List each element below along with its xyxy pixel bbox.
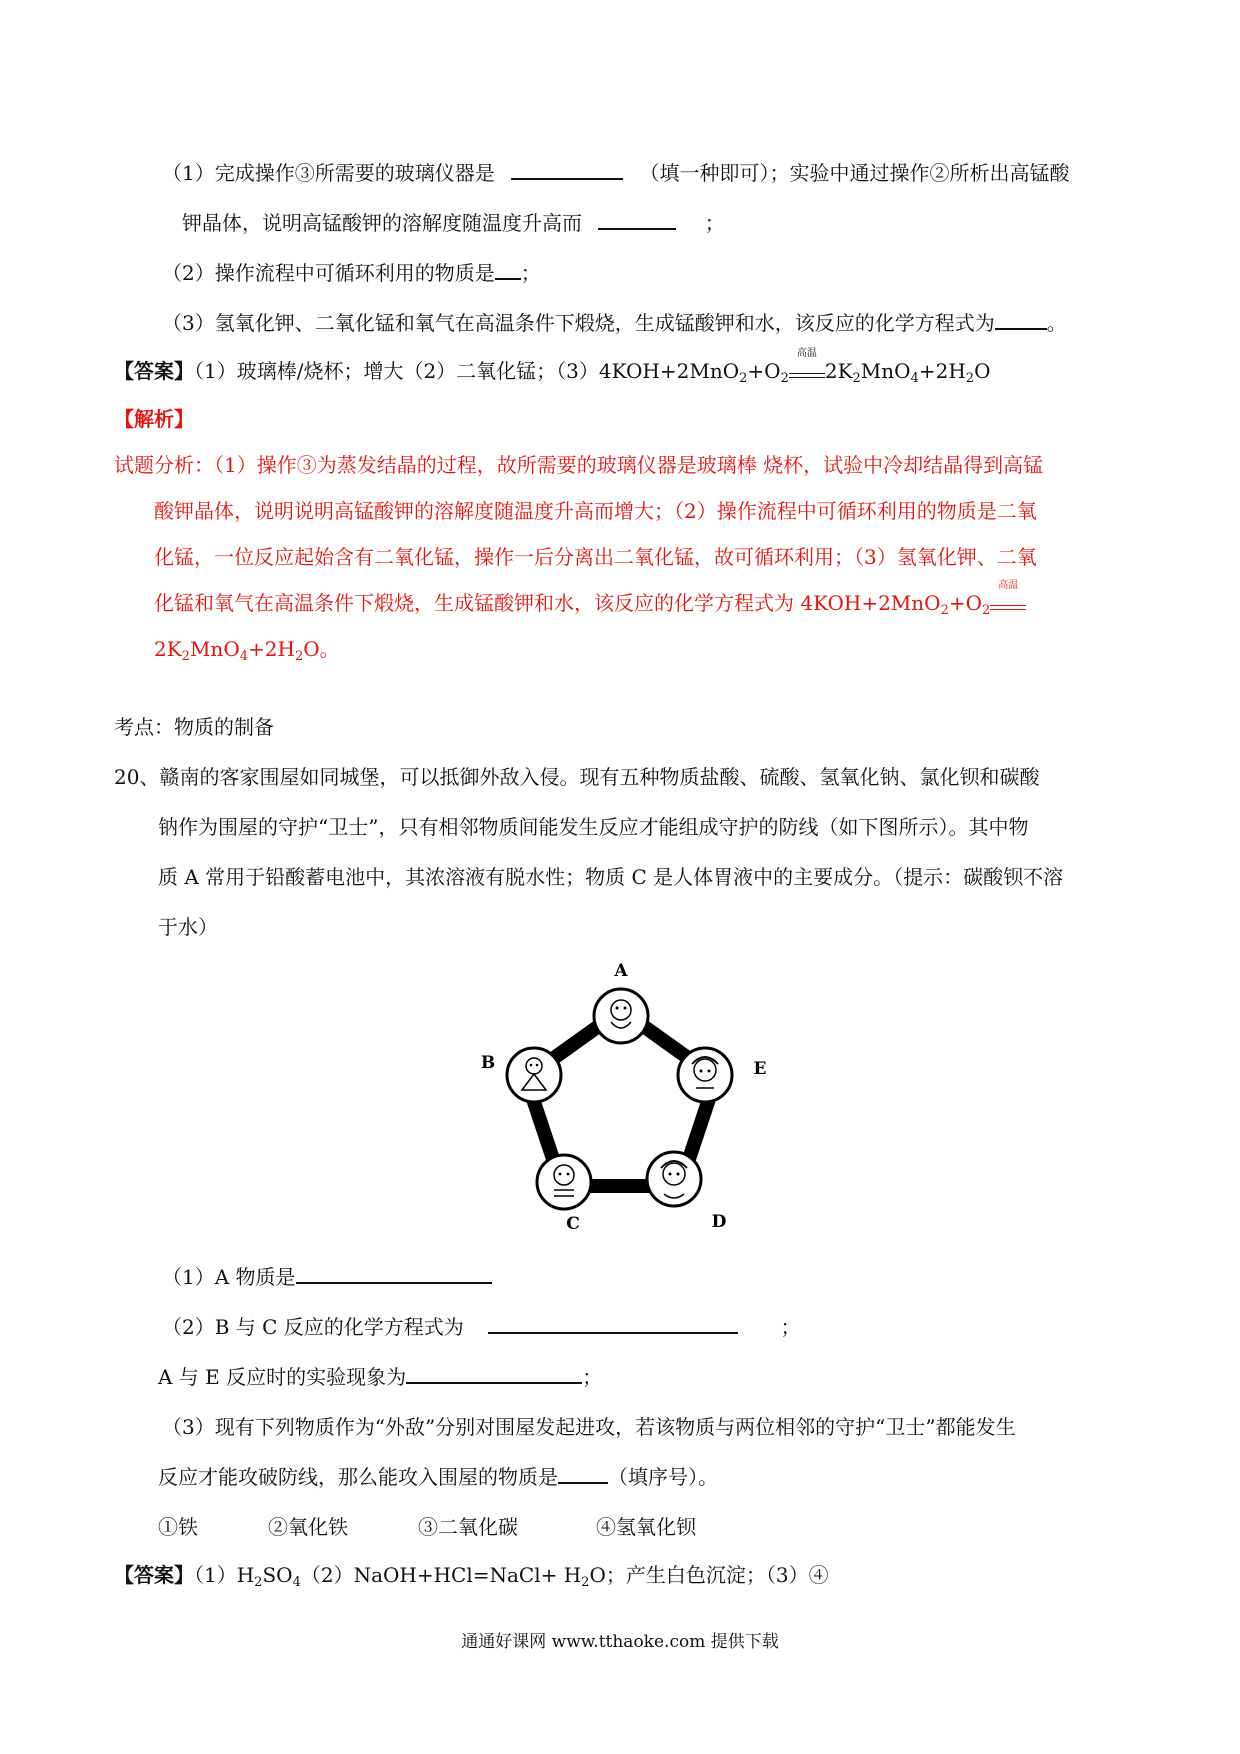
q19-blank-solubility[interactable]	[598, 208, 676, 230]
pentagon-figure	[460, 958, 800, 1258]
q20-sub3-line1: （3）现有下列物质作为“外敌”分别对围屋发起进攻，若该物质与两位相邻的守护“卫士”都能发生	[162, 1415, 1016, 1439]
q19-kaodian: 考点：物质的制备	[114, 715, 274, 739]
label-e: E	[753, 1059, 767, 1079]
q19-analysis-line4: 化锰和氧气在高温条件下煅烧，生成锰酸钾和水，该反应的化学方程式为 $4KOH+2MnO_2+O_2$ 高温	[154, 588, 1026, 626]
q20-sub1: （1）A 物质是	[162, 1262, 492, 1292]
q19-analysis-line5: $2K_2MnO_4+2H_2O$。	[154, 637, 340, 664]
q20-option-3: ③二氧化碳	[418, 1515, 518, 1539]
q20-blank-bc-equation[interactable]	[488, 1312, 738, 1334]
q20-stem-line2: 钠作为围屋的守护“卫士”，只有相邻物质间能发生反应才能组成守护的防线（如下图所示）。其中物	[158, 815, 1029, 839]
q20-blank-a-substance[interactable]	[296, 1262, 492, 1284]
label-b: B	[480, 1053, 496, 1073]
q20-answer: 【答案】$(1)H_2SO_4(2)NaOH+HCl=NaCl+ H_2O$；产生白色沉淀；（3）④	[114, 1563, 829, 1590]
q20-option-4: ④氢氧化钡	[596, 1515, 696, 1539]
q20-stem-line1: 20、赣南的客家围屋如同城堡，可以抵御外敌入侵。现有五种物质盐酸、硫酸、氢氧化钠、氯化钡和碳酸	[114, 765, 1040, 789]
q20-stem-line4: 于水）	[158, 915, 218, 939]
q20-sub2-ae: A 与 E 反应时的实验现象为 ；	[158, 1362, 602, 1392]
guardian-e-icon	[678, 1048, 732, 1102]
analysis-reaction-condition: 高温	[990, 593, 1026, 610]
q19-blank-equation[interactable]	[995, 308, 1047, 330]
guardian-d-icon	[647, 1152, 701, 1206]
q19-part1-line1: （1）完成操作③所需要的玻璃仪器是 （填一种即可）；实验中通过操作②所析出高锰酸	[162, 158, 1069, 188]
q19-part1-line2: 钾晶体，说明高锰酸钾的溶解度随温度升高而 ；	[182, 208, 725, 238]
q20-stem-line3: 质 A 常用于铅酸蓄电池中，其浓溶液有脱水性；物质 C 是人体胃液中的主要成分。（提示：碳酸钡不溶	[158, 865, 1064, 889]
q19-analysis-line3: 化锰，一位反应起始含有二氧化锰，操作一后分离出二氧化锰，故可循环利用；（3）氢氧化钾、二氧	[154, 545, 1037, 569]
guardian-a-icon	[594, 989, 648, 1043]
label-c: C	[566, 1214, 580, 1234]
q20-option-1: ①铁	[158, 1515, 198, 1539]
q19-blank-glassware[interactable]	[511, 158, 623, 180]
q19-part2: （2）操作流程中可循环利用的物质是 ；	[162, 258, 541, 288]
q19-answer: 【答案】（1）玻璃棒/烧杯；增大（2）二氧化锰；$(3)4KOH+2MnO_2+O_2$ 高温 $2K_2MnO_4+2H_2O$	[114, 348, 991, 386]
q19-blank-recycle[interactable]	[495, 258, 521, 280]
q20-blank-ae-phenomenon[interactable]	[406, 1362, 582, 1384]
q19-analysis-label: 【解析】	[114, 407, 194, 431]
page-footer: 通通好课网 www.tthaoke.com 提供下载	[461, 1632, 779, 1652]
q20-sub2: （2）B 与 C 反应的化学方程式为 ；	[162, 1312, 801, 1342]
q20-sub3-line2: 反应才能攻破防线，那么能攻入围屋的物质是 （填序号）。	[158, 1462, 718, 1492]
guardian-b-icon	[507, 1048, 561, 1102]
q19-analysis-line1: 试题分析：（1）操作③为蒸发结晶的过程，故所需要的玻璃仪器是玻璃棒 烧杯，试验中冷却结晶得到高锰	[114, 453, 1044, 477]
q20-blank-attacker[interactable]	[558, 1462, 608, 1484]
q20-option-2: ②氧化铁	[268, 1515, 348, 1539]
guardian-c-icon	[537, 1155, 591, 1209]
q19-analysis-line2: 酸钾晶体，说明说明高锰酸钾的溶解度随温度升高而增大；（2）操作流程中可循环利用的物质是二氧	[154, 499, 1037, 523]
q19-part3: （3）氢氧化钾、二氧化锰和氧气在高温条件下煅烧，生成锰酸钾和水，该反应的化学方程式为 。	[162, 308, 1067, 338]
label-a: A	[614, 961, 628, 981]
reaction-condition: 高温	[789, 361, 825, 378]
label-d: D	[711, 1212, 727, 1232]
